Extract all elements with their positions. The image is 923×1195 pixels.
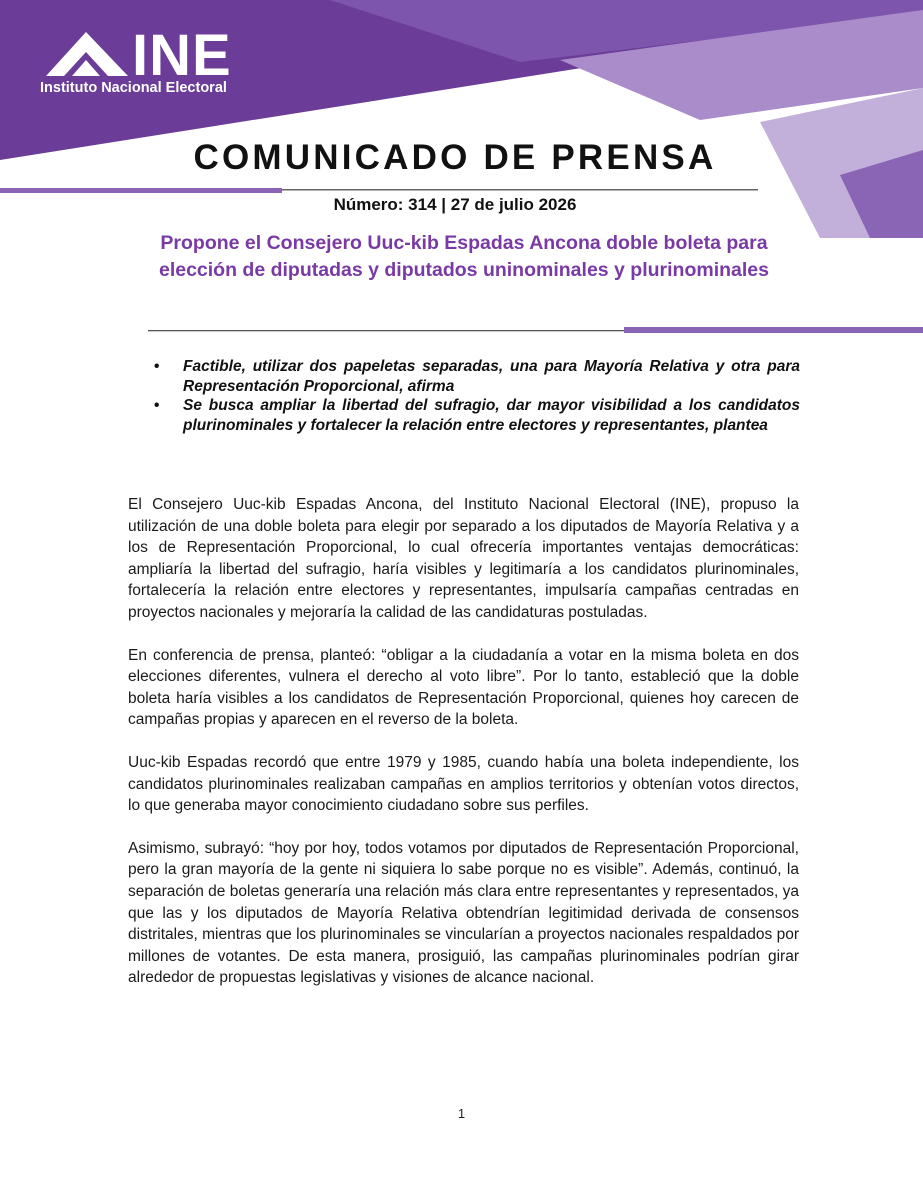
bullet-text: Se busca ampliar la libertad del sufragio, dar mayor visibilidad a los candidatos plurinominales y fortalecer la relación entre electores y representantes, plantea bbox=[183, 397, 800, 434]
summary-bullets bbox=[150, 357, 800, 435]
press-headline: Propone el Consejero Uuc-kib Espadas Ancona doble boleta para elección de diputadas y diputados uninominales y plurinominales bbox=[158, 232, 770, 281]
body-paragraph: En conferencia de prensa, planteó: “obligar a la ciudadanía a votar en la misma boleta en dos elecciones diferentes, vulnera el derecho al voto libre”. Por lo tanto, estableció que la doble boleta haría visibles a los candidatos de Representación Proporcional, quienes hoy carecen de campañas propias y aparecen en el reverso de la boleta. bbox=[128, 646, 799, 729]
bullet-text: Factible, utilizar dos papeletas separadas, una para Mayoría Relativa y otra para Representación Proporcional, afirma bbox=[183, 358, 800, 395]
headline-rule bbox=[148, 330, 624, 331]
ine-logo bbox=[40, 23, 280, 98]
bullet-dot-icon: • bbox=[154, 397, 160, 414]
page-number: 1 bbox=[457, 1106, 466, 1121]
logo-wordmark: INE bbox=[132, 23, 232, 88]
ine-logo-mark-icon bbox=[42, 28, 134, 80]
body-paragraph: Asimismo, subrayó: “hoy por hoy, todos votamos por diputados de Representación Proporcional, pero la gran mayoría de la gente ni siquiera lo sabe porque no es visible”. Además, continuó, la separación de boletas generaría una relación más clara entre representantes y representados, ya que las y los diputados de Mayoría Relativa obtendrían legitimidad derivada de consensos distritales, mientras que los plurinominales se vincularían a proyectos nacionales respaldados por millones de votantes. De esta manera, prosiguió, las campañas plurinominales podrían girar alrededor de propuestas legislativas y visiones de alcance nacional. bbox=[128, 839, 799, 987]
body-paragraph: Uuc-kib Espadas recordó que entre 1979 y 1985, cuando había una boleta independiente, los candidatos plurinominales realizaban campañas en amplios territorios y obtenían votos directos, lo que generaba mayor conocimiento ciudadano sobre sus perfiles. bbox=[128, 753, 799, 815]
logo-subtitle: Instituto Nacional Electoral bbox=[40, 80, 227, 96]
title-rule bbox=[282, 189, 758, 191]
body-paragraph: El Consejero Uuc-kib Espadas Ancona, del Instituto Nacional Electoral (INE), propuso la utilización de una doble boleta para elegir por separado a los diputados de Mayoría Relativa y a los de Representación Proporcional, lo cual ofrecería importantes ventajas democráticas: ampliaría la libertad del sufragio, haría visibles y legitimaría a los candidatos plurinominales, fortalecería la relación entre electores y representantes, impulsaría campañas centradas en proyectos nacionales y mejoraría la calidad de las candidaturas postuladas. bbox=[128, 496, 799, 621]
document-title: COMUNICADO DE PRENSA bbox=[193, 138, 717, 177]
press-body bbox=[128, 494, 799, 1010]
document-number: Número: 314 | 27 de julio 2026 bbox=[333, 195, 577, 214]
headline-rule-right bbox=[624, 327, 923, 333]
bullet-item bbox=[150, 396, 800, 435]
bullet-dot-icon: • bbox=[154, 358, 160, 375]
bullet-item bbox=[150, 357, 800, 396]
title-rule-left bbox=[0, 188, 282, 193]
